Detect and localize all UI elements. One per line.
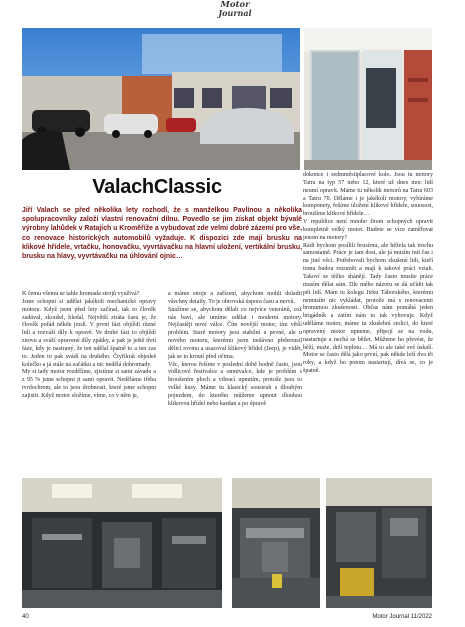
column-1-text: K čemu všemu se tahle hromada strojů využívá? Jsme schopni si udělat jakékoli mechanické opravy motoru. Když jsem před lety začínal, tak to člověk zadával, zkoušel, hledal. Největší ztráta času je, že člověk pořád někde jezdí. V první fázi objíždí různé lidi a rozváží díly k opravě. Ve druhé fázi to objíždí znovu a sváží opravené díly zpátky, a pak je ještě třetí fáze, kdy je nastraný, že ten udělal špatně to a ten zas to. Jeden to pak svádí na druhého. Čtyřikrát objedeš kolečko a já stále na začátku a nic nedělá dohromady. My si tady motor rozdělíme, zjistíme si sami závadu a z 95 % jsme schopni ji sami opravit. Neděláme třeba tvrdochrom, ale to jsou drobnosti, které jsme schopni zajistit. Když motor složíme, víme, co v něm je, [22, 291, 156, 399]
logo-line1: Motor [220, 0, 250, 10]
workshop-entrance-photo [304, 28, 432, 170]
article-column-1 [22, 291, 156, 401]
issue-label: Motor Journal 11/2022 [372, 614, 432, 620]
column-2-text: a máme stroje a zařízení, abychom mohli doladit všechny detaily. To je obrovská úspora času a nervů. Snažíme se, abychom dělali co nejvíce veteránů, což nás baví, ale umíme udělat i moderní motory. Nejčastěji nové válce. Čím novější motor, tím větší problém. Staré motory jsou stabilní a pevné, ale u nového motoru, kterému jsem nedávno přebrousil dělicí rovinu a usazoval klikový hřídel (Jeep), je vidět, jak se to kroutí před očima. Věc, kterou řešíme v poslední době hodně často, jsou vidlicové řestivalce a omnivalce, kde je problém s broušením ploch a vibrací upnutím, protože jsou to velké kusy. Máme tu klasický soustruh s dlouhým pojezdem, do kterého můžeme upnout dlouhou klikovou hřídel nebo kardan a po úpravě [168, 291, 302, 407]
lathe-photo [232, 478, 320, 608]
article-column-3 [303, 172, 433, 376]
page-number: 40 [22, 614, 29, 620]
article-title: ValachClassic [92, 176, 222, 198]
column-3-text: dokonce i sedmměstiplacové kolo. Jsou tu motory Tatra na typ 57 nebo 12, které už dnes moc lidí neumí opravit. Máme tu několik motorů na Tatra 603 a Tatru 70. Děláme i je jakékoli motory, vybíráme komponety, řešíme uložení klikové hřídele, souosost, broušíme klikové hřídele… V republice není mnoho firem schopných opravit kompletně velký motor. Budete se více zaměřovat jenom na motory? Rádi bychom posílili brusírnu, ale běžela tak trochu samostatně. Práce je tam dost, ale já musím mít čas i na jiné věci. Potřebovali bychom zkušené lidi, kteří tomu budou rozumět a mají k takové práci vztah. Takoví se těžko shánějí. Tady často musíte práce musím dělat sám. Dle mého názoru se dá učídit tak pět lidí. Mám tu kolegu Jirku Táborského, kterému nemusím nic vykládat, protože má s renovacemi bronumou zkušenosti. Občas nám pomáhá jeden brigádník a zatím nám to tak vyhovuje. Když uděláme motor, máme tu zkušební stolici, do které opravený motor upneme, připojí se na vodu, nastartuje a nechá se běžet. Můžeme ho převést, že běží, maže, drží teplotu… Má to ale také své úskalí. Motor se často dělá jako první, pak někde leží dva tři roky, a když ho potom nastartují, dívá se, co je špatně. [303, 172, 433, 375]
machine-shop-photo [22, 478, 222, 608]
logo-line2: Journal [218, 8, 252, 18]
article-lead: Jiří Valach se před několika lety rozhodl, že s manželkou Pavlínou a několika spolupracovníky založí vlastní renovační dílnu. Povedlo se jim získat objekt bývalé výrobny lahůdek v Ratajích u Kroměříže a vybudovat zde velmi dobré zázemí pro vše, co renovace historických automobilů vyžaduje. K dispozici zde mají brusku na klikové hřídele, vrtačku, honovačku, vyvrtávačku na hlavní uložení, vertikální brusku, brusku na hlavy, vyvrtávačku na úhlování ojnic… [22, 207, 302, 261]
magazine-logo [203, 1, 267, 17]
article-column-2 [168, 291, 302, 409]
engine-test-stand-photo [326, 478, 432, 608]
workshop-exterior-photo [22, 28, 300, 170]
